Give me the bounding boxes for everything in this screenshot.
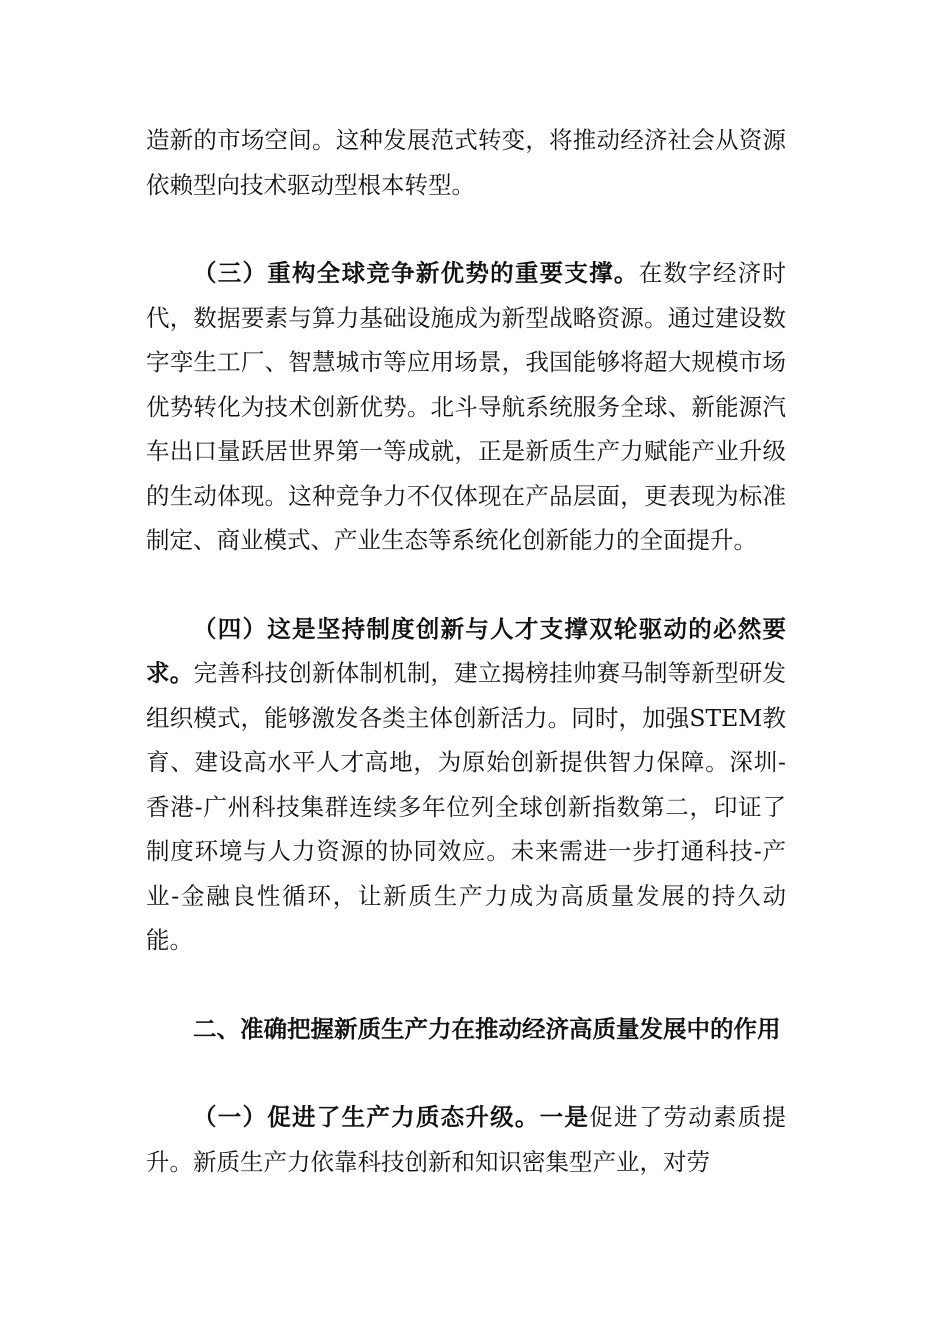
paragraph-subsection-1	[146, 1095, 786, 1184]
paragraph-continuation	[146, 118, 786, 207]
paragraph-text: 在数字经济时代，数据要素与算力基础设施成为新型战略资源。通过建设数字孪生工厂、智慧城市等应用场景，我国能够将超大规模市场优势转化为技术创新优势。北斗导航系统服务全球、新能源汽车出口量跃居世界第一等成就，正是新质生产力赋能产业升级的生动体现。这种竞争力不仅体现在产品层面，更表现为标准制定、商业模式、产业生态等系统化创新能力的全面提升。	[146, 259, 787, 554]
paragraph-text: 造新的市场空间。这种发展范式转变，将推动经济社会从资源依赖型向技术驱动型根本转型。	[146, 126, 786, 199]
paragraph-lead: （四）这是坚持制度创新与人才支撑双轮驱动的必然要求。	[146, 614, 786, 687]
paragraph-lead-marker: 一是	[539, 1103, 590, 1131]
paragraph-text: 促进了劳动素质提升。新质生产力依靠科技创新和知识密集型产业，对劳	[146, 1103, 787, 1176]
paragraph-section-4	[146, 607, 786, 963]
document-body	[146, 118, 786, 1184]
paragraph-text: 完善科技创新体制机制，建立揭榜挂帅赛马制等新型研发组织模式，能够激发各类主体创新活力。同时，加强STEM教育、建设高水平人才高地，为原始创新提供智力保障。深圳-香港-广州科技集群连续多年位列全球创新指数第二，印证了制度环境与人力资源的协同效应。未来需进一步打通科技-产业-金融良性循环，让新质生产力成为高质量发展的持久动能。	[146, 659, 787, 954]
paragraph-lead: （三）重构全球竞争新优势的重要支撑。	[193, 259, 639, 287]
paragraph-section-3	[146, 251, 786, 563]
paragraph-lead: （一）促进了生产力质态升级。	[193, 1103, 540, 1131]
section-heading: 二、准确把握新质生产力在推动经济高质量发展中的作用	[193, 1014, 781, 1043]
